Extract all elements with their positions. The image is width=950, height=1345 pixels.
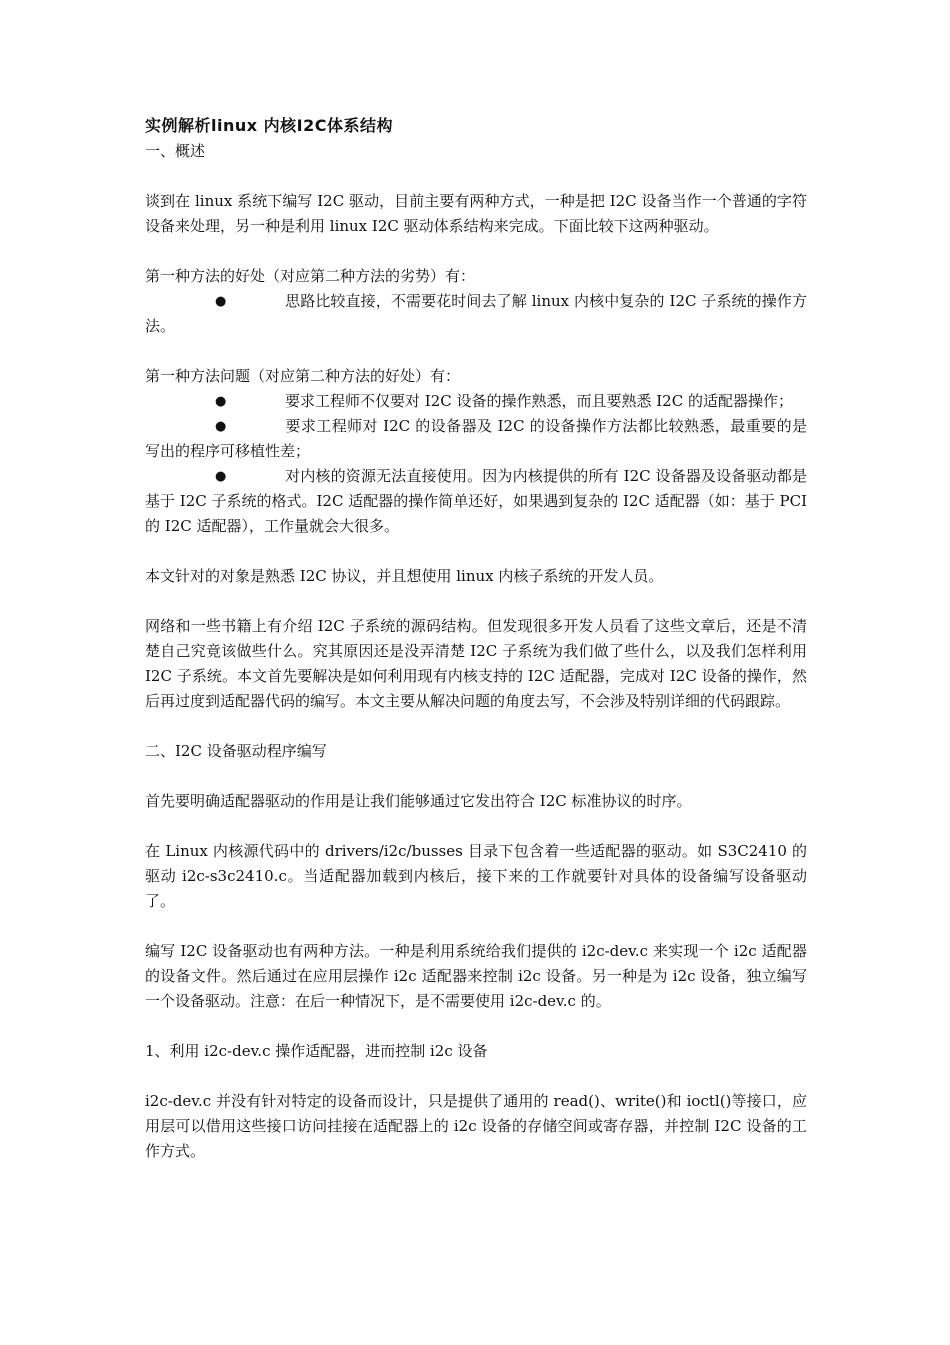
bullet-icon: ●: [215, 469, 227, 484]
list-item-text: 要求工程师对 I2C 的设备器及 I2C 的设备操作方法都比较熟悉，最重要的是写出的程序可移植性差；: [145, 417, 807, 460]
spacer: [145, 814, 807, 839]
source-paragraph: 在 Linux 内核源代码中的 drivers/i2c/busses 目录下包含着一些适配器的驱动。如 S3C2410 的驱动 i2c-s3c2410.c。当适配器加载到内核后，接下来的工作就要针对具体的设备编写设备驱动了。: [145, 842, 807, 910]
list-item-text: 对内核的资源无法直接使用。因为内核提供的所有 I2C 设备器及设备驱动都是基于 I2C 子系统的格式。I2C 适配器的操作简单还好，如果遇到复杂的 I2C 适配器（如：基于 PCI 的 I2C 适配器），工作量就会大很多。: [145, 467, 807, 535]
list-item-text: 要求工程师不仅要对 I2C 设备的操作熟悉，而且要熟悉 I2C 的适配器操作；: [285, 392, 793, 410]
spacer: [145, 164, 807, 189]
list-item-text: 思路比较直接，不需要花时间去了解 linux 内核中复杂的 I2C 子系统的操作方法。: [145, 292, 807, 335]
list-item: [145, 389, 807, 414]
section-heading-driver: 二、I2C 设备驱动程序编写: [145, 742, 327, 760]
spacer: [145, 1014, 807, 1039]
spacer: [145, 239, 807, 264]
spacer: [145, 1064, 807, 1089]
two-methods-paragraph: 编写 I2C 设备驱动也有两种方法。一种是利用系统给我们提供的 i2c-dev.c 来实现一个 i2c 适配器的设备文件。然后通过在应用层操作 i2c 适配器来控制 i2c 设备。另一种是为 i2c 设备，独立编写一个设备驱动。注意：在后一种情况下，是不需要使用 i2c-dev.c 的。: [145, 942, 807, 1010]
spacer: [145, 764, 807, 789]
section-heading-overview: 一、概述: [145, 142, 206, 160]
bullet-icon: ●: [215, 419, 227, 434]
bullet-icon: ●: [215, 394, 227, 409]
audience-paragraph: 本文针对的对象是熟悉 I2C 协议，并且想使用 linux 内核子系统的开发人员。: [145, 567, 664, 585]
list-item: [145, 464, 807, 539]
problems-heading: 第一种方法问题（对应第二种方法的好处）有：: [145, 367, 461, 385]
subsection-heading-i2cdev: 1、利用 i2c-dev.c 操作适配器，进而控制 i2c 设备: [145, 1042, 488, 1060]
spacer: [145, 714, 807, 739]
spacer: [145, 339, 807, 364]
bullet-icon: ●: [215, 294, 227, 309]
document-title: 实例解析linux 内核I2C体系结构: [145, 116, 393, 135]
intro-paragraph: 谈到在 linux 系统下编写 I2C 驱动，目前主要有两种方式，一种是把 I2C 设备当作一个普通的字符设备来处理，另一种是利用 linux I2C 驱动体系结构来完成。下面比较下这两种驱动。: [145, 192, 807, 235]
motivation-paragraph: 网络和一些书籍上有介绍 I2C 子系统的源码结构。但发现很多开发人员看了这些文章后，还是不清楚自己究竟该做些什么。究其原因还是没弄清楚 I2C 子系统为我们做了些什么，以及我们怎样利用 I2C 子系统。本文首先要解决是如何利用现有内核支持的 I2C 适配器，完成对 I2C 设备的操作，然后再过度到适配器代码的编写。本文主要从解决问题的角度去写，不会涉及特别详细的代码跟踪。: [145, 617, 807, 710]
spacer: [145, 914, 807, 939]
spacer: [145, 589, 807, 614]
i2cdev-paragraph: i2c-dev.c 并没有针对特定的设备而设计，只是提供了通用的 read()、write()和 ioctl()等接口，应用层可以借用这些接口访问挂接在适配器上的 i2c 设备的存储空间或寄存器，并控制 I2C 设备的工作方式。: [145, 1092, 807, 1160]
list-item: [145, 289, 807, 339]
spacer: [145, 539, 807, 564]
adapter-role-paragraph: 首先要明确适配器驱动的作用是让我们能够通过它发出符合 I2C 标准协议的时序。: [145, 792, 692, 810]
document-page: [145, 112, 807, 1164]
list-item: [145, 414, 807, 464]
advantages-heading: 第一种方法的好处（对应第二种方法的劣势）有：: [145, 267, 476, 285]
